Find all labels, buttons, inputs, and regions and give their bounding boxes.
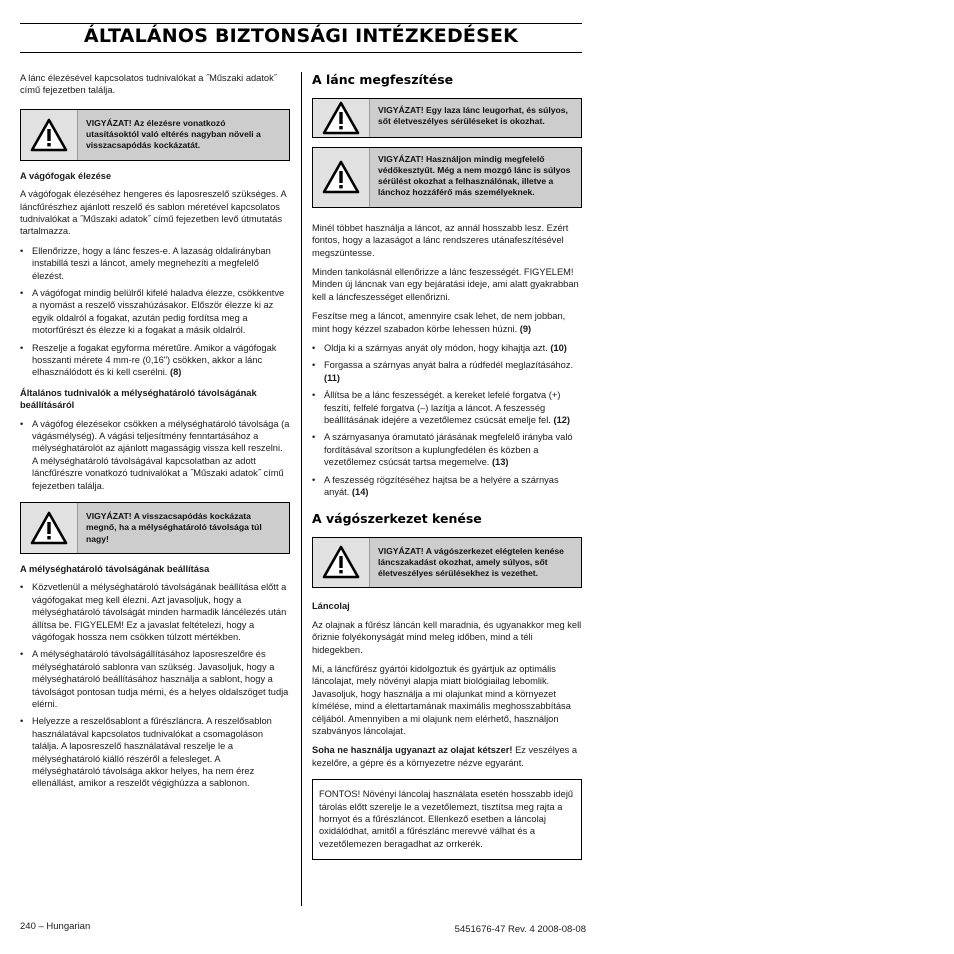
paragraph: Soha ne használja ugyanazt az olajat kétszer! Ez veszélyes a kezelőre, a gépre és a környezetre nézve egyaránt.	[312, 745, 578, 768]
warning-triangle-icon	[313, 148, 370, 207]
document-reference: 5451676-47 Rev. 4 2008-08-08	[454, 924, 586, 935]
warning-box	[20, 502, 290, 554]
figure-ref: (12)	[553, 415, 571, 426]
list-item: • Reszelje a fogakat egyforma méretűre. Amikor a vágófogak hosszanti mérete 4 mm-re (0,16") csökken, akkor a lánc elhasználódott és ki kell cserélni. (8)	[20, 342, 290, 379]
section-subheading: A mélységhatároló távolságának beállítása	[20, 563, 210, 574]
section-subheading: Láncolaj	[312, 601, 350, 612]
list-item: • A feszesség rögzítéséhez hajtsa be a helyére a szárnyas anyát. (14)	[312, 474, 582, 499]
warning-text: VIGYÁZAT! Használjon mindig megfelelő védőkesztyűt. Még a nem mozgó lánc is súlyos sérülést okozhat a felhasználónak, illetve a lánchoz hozzáférő más személyeknek.	[370, 148, 581, 207]
right-column	[312, 72, 582, 860]
figure-ref: (13)	[491, 457, 509, 468]
figure-ref: (9)	[519, 323, 532, 334]
list-item: • A vágófogat mindig belülről kifelé haladva élezze, csökkentve a nyomást a reszelő visszahúzásakor. Először élezze ki az egyik oldalról a fogakat, azután pedig fordítsa meg a motorfűrészt és élezze ki a fogakat a másik oldalról.	[20, 287, 290, 337]
section-subheading: A vágófogak élezése	[20, 170, 112, 181]
warning-text: VIGYÁZAT! Az élezésre vonatkozó utasításoktól való eltérés nagyban növeli a visszacsapódás kockázatát.	[78, 110, 289, 160]
list-item: • Forgassa a szárnyas anyát balra a rúdfedél meglazításához. (11)	[312, 359, 582, 384]
list-item: • Közvetlenül a mélységhatároló távolságának beállítása előtt a vágófogakat meg kell élezni. Azt javasoljuk, hogy a mélységhatároló távolságát minden harmadik láncélezés után állítsa be. FIGYELEM! Ez a javaslat feltételezi, hogy a vágófogak hossza nem csökken túlzott mértékben.	[20, 581, 290, 643]
warning-text: VIGYÁZAT! A vágószerkezet elégtelen kenése láncszakadást okozhat, amely súlyos, sőt életveszélyes sérülésekhez is vezethet.	[370, 538, 581, 588]
paragraph: Az olajnak a fűrész láncán kell maradnia, és ugyanakkor meg kell őriznie folyékonyságát mind meleg időben, mind a téli hidegekben.	[312, 619, 582, 655]
title-rule-bottom	[20, 52, 582, 53]
page-title: ÁLTALÁNOS BIZTONSÁGI INTÉZKEDÉSEK	[83, 25, 519, 47]
step-list	[312, 342, 582, 498]
section-heading: A lánc megfeszítése	[312, 72, 454, 87]
list-item: • Helyezze a reszelősablont a fűrészláncra. A reszelősablon használatával kapcsolatos tudnivalókat a csomagoláson találja. A laposreszelő használatával reszelje le a mélységhatároló kiálló részéről a felesleget. A mélységhatároló távolsága akkor helyes, ha nem érez ellenállást, amikor a reszelőt végighúzza a sablonon.	[20, 715, 290, 789]
list-item: • Ellenőrizze, hogy a lánc feszes-e. A lazaság oldalirányban instabillá teszi a láncot, amely megnehezíti a megfelelő élezést.	[20, 245, 290, 282]
warning-triangle-icon	[21, 110, 78, 160]
bullet-list	[20, 418, 290, 492]
list-item: • A mélységhatároló távolságállításához laposreszelőre és mélységhatároló sablonra van szükség. Javasoljuk, hogy a mélységhatároló beállításához használja a sablont, hogy a távolságot pontosan tudja mérni, és a helyes oldalszöget tudja elérni.	[20, 648, 290, 710]
warning-triangle-icon	[21, 503, 78, 553]
warning-triangle-icon	[313, 538, 370, 588]
paragraph: Minden tankolásnál ellenőrizze a lánc feszességét. FIGYELEM! Minden új láncnak van egy bejáratási ideje, ami alatt gyakrabban kell a láncfeszességet ellenőrizni.	[312, 267, 579, 302]
figure-ref: (11)	[324, 372, 341, 383]
title-rule-top	[20, 23, 582, 24]
paragraph: Minél többet használja a láncot, az annál hosszabb lesz. Ezért fontos, hogy a lazaságot a lánc rendszeres utánafeszítésével megszüntesse.	[312, 222, 569, 258]
warning-box	[312, 537, 582, 589]
bullet-list	[20, 581, 290, 790]
page-number: 240 – Hungarian	[20, 921, 91, 932]
column-divider	[301, 72, 302, 906]
paragraph: A vágófogak élezéséhez hengeres és laposreszelő szükséges. A láncfűrészhez ajánlott reszelő és sablon méretével kapcsolatos tudnivalókat a ˝Műszaki adatok˝ című fejezetben levő útmutatás tartalmazza.	[20, 189, 287, 237]
warning-box	[20, 109, 290, 161]
figure-ref: (8)	[169, 367, 182, 378]
list-item: • A vágófog élezésekor csökken a mélységhatároló távolsága (a vágásmélység). A vágási teljesítmény fenntartásához a mélységhatárolót az ajánlott magasságig vissza kell reszelni. A mélységhatároló távolságával kapcsolatban az adott láncfűrészre vonatkozó tudnivalókat a ˝Műszaki adatok˝ című fejezetben találja.	[20, 418, 290, 492]
bullet-list	[20, 245, 290, 379]
warning-text: VIGYÁZAT! A visszacsapódás kockázata megnő, ha a mélységhatároló távolsága túl nagy!	[78, 503, 289, 553]
section-subheading: Általános tudnivalók a mélységhatároló távolságának beállításáról	[20, 387, 257, 411]
figure-ref: (10)	[550, 343, 567, 354]
warning-box	[312, 147, 582, 208]
warning-text: VIGYÁZAT! Egy laza lánc leugorhat, és súlyos, sőt életveszélyes sérüléseket is okozhat.	[370, 99, 581, 137]
warning-box	[312, 98, 582, 138]
left-column	[20, 72, 290, 796]
list-item: • A szárnyasanya óramutató járásának megfelelő irányba való fordításával szorítson a kuplungfedélen és közben a vezetőlemez csúcsát tartsa megemelve. (13)	[312, 431, 582, 468]
note-box: FONTOS! Növényi láncolaj használata esetén hosszabb idejű tárolás előtt szerelje le a vezetőlemezt, tisztítsa meg rajta a hornyot és a fűrészláncot. Ellenkező esetben a láncolaj oxidálódhat, amitől a fűrészlánc merevvé válhat és a vezetőlemezen beragadhat az orrkerék.	[312, 779, 582, 860]
list-item: • Állítsa be a lánc feszességét. a kereket lefelé forgatva (+) feszíti, felfelé forgatva (–) lazítja a láncot. A feszesség beállításának idejére a vezetőlemez csúcsát emelje fel. (12)	[312, 389, 582, 426]
intro-paragraph: A lánc élezésével kapcsolatos tudnivalókat a ˝Műszaki adatok˝ című fejezetben találja.	[20, 73, 277, 96]
list-item: • Oldja ki a szárnyas anyát oly módon, hogy kihajtja azt. (10)	[312, 342, 582, 354]
figure-ref: (14)	[351, 487, 369, 498]
bold-warning-text: Soha ne használja ugyanazt az olajat kétszer!	[312, 745, 513, 756]
paragraph: Feszítse meg a láncot, amennyire csak lehet, de nem jobban, mint hogy kézzel szabadon körbe lehessen húzni. (9)	[312, 311, 566, 334]
paragraph: Mi, a láncfűrész gyártói kidolgoztuk és gyártjuk az optimális láncolajat, mely növényi alapja miatt biológiailag lebomlik. Javasoljuk, hogy használja a mi olajunkat mind a környezet kímélése, mind a élettartamának maximális meghosszabbítása céljából. Amennyiben a mi olajunk nem elérhető, használjon szabványos láncolajat.	[312, 664, 571, 737]
section-heading: A vágószerkezet kenése	[312, 510, 482, 526]
warning-triangle-icon	[313, 99, 370, 137]
